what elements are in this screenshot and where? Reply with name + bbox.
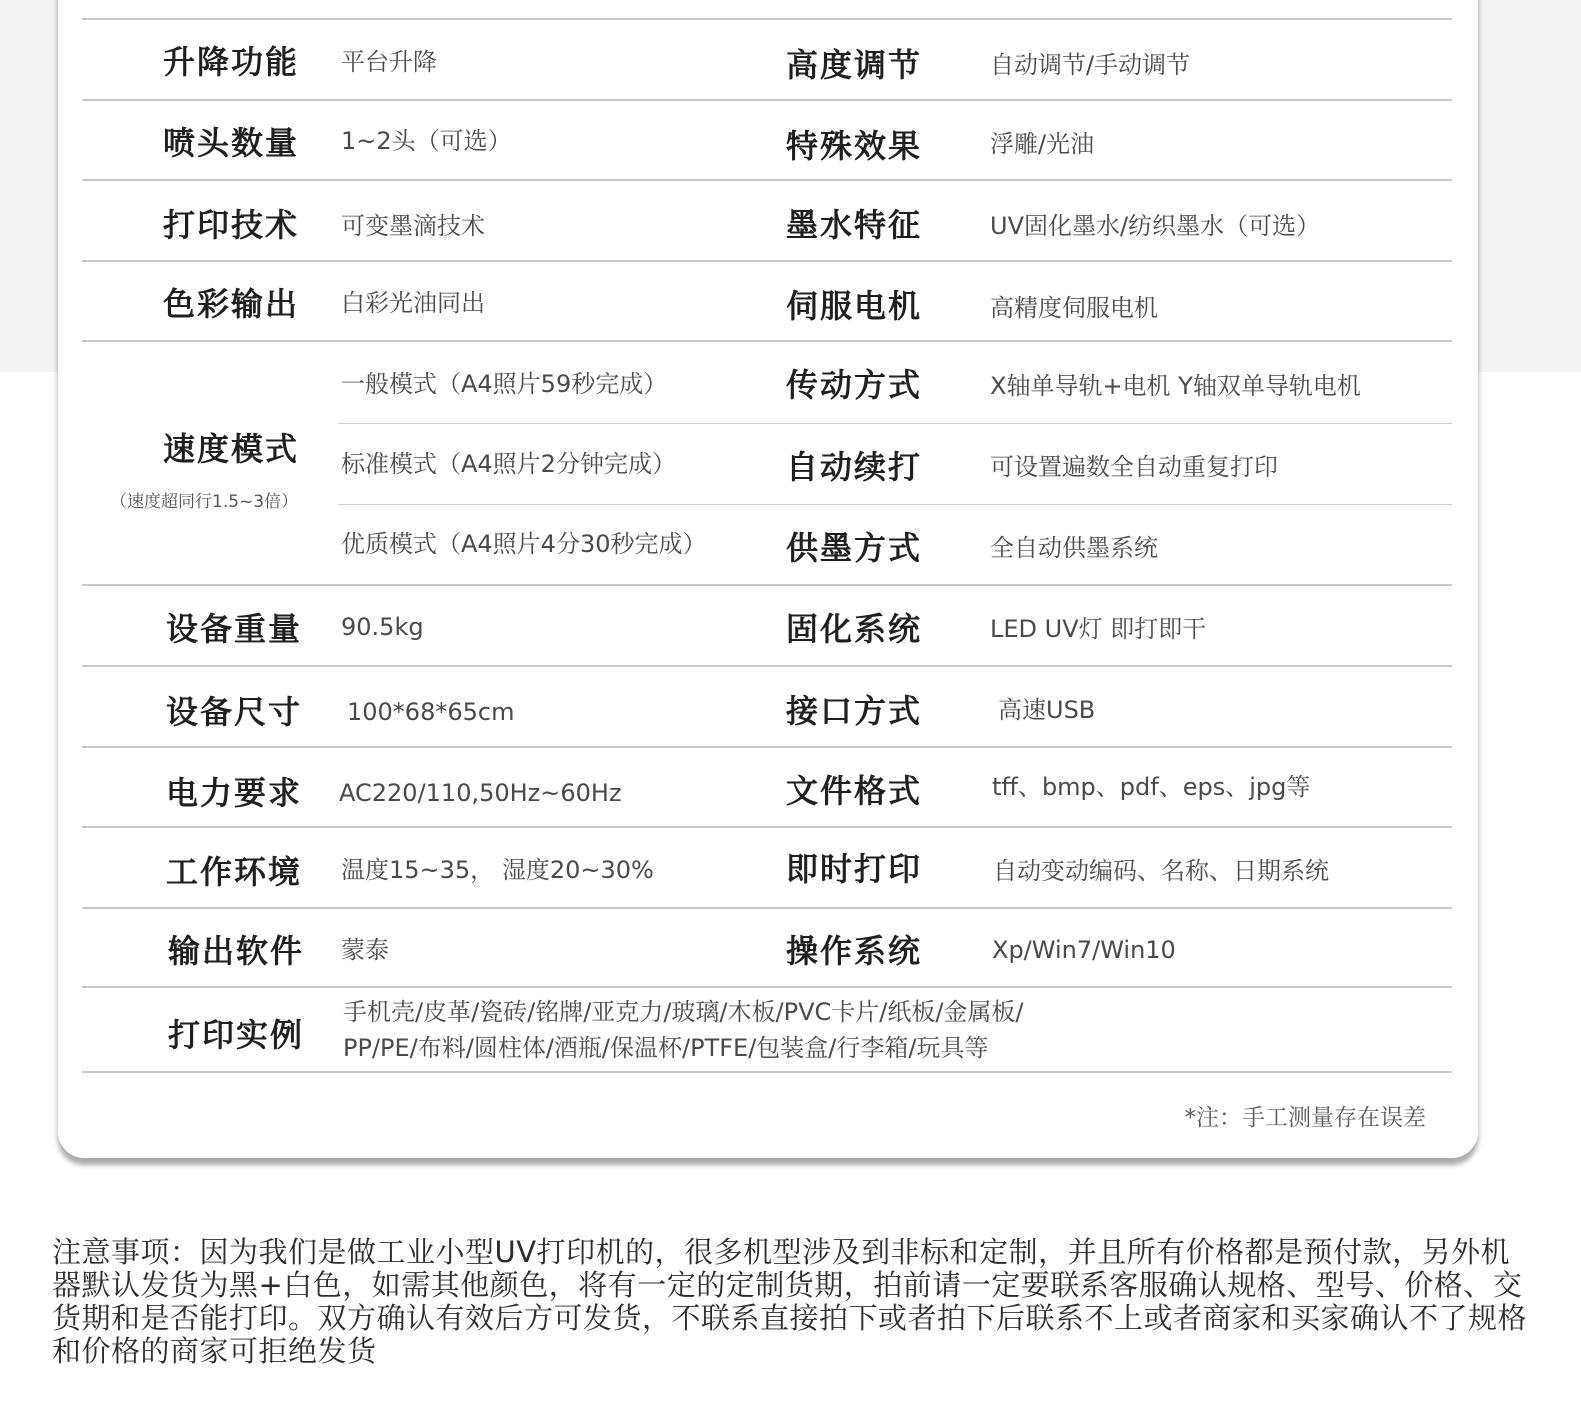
spec-value: AC220/110,50Hz~60Hz	[339, 779, 622, 807]
row-divider	[82, 1071, 1452, 1073]
spec-value: 自动变动编码、名称、日期系统	[993, 857, 1329, 885]
speed-mode-label: 速度模式	[163, 430, 300, 468]
row-divider	[82, 746, 1452, 748]
spec-value: UV固化墨水/纺织墨水（可选）	[990, 212, 1321, 240]
spec-label: 设备尺寸	[166, 693, 303, 731]
spec-value: 可变墨滴技术	[341, 212, 485, 240]
spec-label: 伺服电机	[786, 287, 923, 325]
row-divider	[82, 584, 1452, 586]
spec-label: 即时打印	[786, 850, 923, 888]
spec-value: 平台升降	[341, 48, 437, 76]
row-divider	[82, 986, 1452, 988]
spec-value: 高精度伺服电机	[990, 294, 1158, 322]
row-divider	[82, 260, 1452, 262]
measurement-footnote: *注：手工测量存在误差	[1184, 1105, 1426, 1131]
spec-value: 自动调节/手动调节	[990, 51, 1191, 79]
spec-value: X轴单导轨+电机 Y轴双单导轨电机	[990, 372, 1361, 400]
spec-value: 温度15~35， 湿度20~30%	[341, 856, 654, 884]
spec-label: 输出软件	[168, 932, 305, 970]
spec-value: 浮雕/光油	[990, 130, 1095, 158]
spec-label: 传动方式	[786, 366, 923, 404]
row-divider	[82, 18, 1452, 20]
spec-label: 色彩输出	[163, 285, 300, 323]
spec-label: 供墨方式	[786, 529, 923, 567]
row-divider	[82, 907, 1452, 909]
print-examples-line: 手机壳/皮革/瓷砖/铭牌/亚克力/玻璃/木板/PVC卡片/纸板/金属板/	[343, 998, 1024, 1026]
speed-mode-sublabel: （速度超同行1.5~3倍）	[110, 492, 299, 512]
print-examples-line: PP/PE/布料/圆柱体/酒瓶/保温杯/PTFE/包装盒/行李箱/玩具等	[343, 1034, 989, 1062]
row-divider	[82, 340, 1452, 342]
spec-value: tff、bmp、pdf、eps、jpg等	[992, 773, 1311, 801]
print-examples-label: 打印实例	[168, 1016, 305, 1054]
speed-mode-value: 一般模式（A4照片59秒完成）	[341, 370, 668, 398]
spec-value: LED UV灯 即打即干	[990, 615, 1207, 643]
spec-value: 100*68*65cm	[347, 698, 515, 726]
spec-card	[58, 0, 1478, 1158]
speed-sub-divider	[338, 423, 1452, 424]
spec-label: 打印技术	[163, 206, 300, 244]
spec-label: 喷头数量	[163, 124, 300, 162]
spec-value: 90.5kg	[341, 613, 424, 641]
speed-mode-value: 标准模式（A4照片2分钟完成）	[341, 450, 676, 478]
spec-label: 固化系统	[786, 610, 923, 648]
row-divider	[82, 826, 1452, 828]
row-divider	[82, 179, 1452, 181]
spec-label: 高度调节	[786, 46, 923, 84]
spec-label: 自动续打	[786, 448, 923, 486]
spec-value: 高速USB	[998, 696, 1096, 724]
spec-label: 特殊效果	[786, 127, 923, 165]
purchase-notice: 注意事项：因为我们是做工业小型UV打印机的，很多机型涉及到非标和定制，并且所有价格都是预付款，另外机器默认发货为黑+白色，如需其他颜色，将有一定的定制货期，拍前请一定要联系客服确认规格、型号、价格、交货期和是否能打印。双方确认有效后方可发货，不联系直接拍下或者拍下后联系不上或者商家和买家确认不了规格和价格的商家可拒绝发货	[52, 1235, 1528, 1368]
spec-value: 蒙泰	[341, 936, 389, 964]
speed-mode-value: 优质模式（A4照片4分30秒完成）	[341, 530, 707, 558]
spec-value: 可设置遍数全自动重复打印	[990, 453, 1278, 481]
spec-value: 白彩光油同出	[341, 289, 485, 317]
spec-label: 墨水特征	[786, 206, 923, 244]
row-divider	[82, 99, 1452, 101]
spec-label: 文件格式	[786, 772, 923, 810]
spec-value: Xp/Win7/Win10	[992, 936, 1176, 964]
spec-label: 升降功能	[163, 43, 300, 81]
spec-value: 1~2头（可选）	[341, 127, 512, 155]
row-divider	[82, 665, 1452, 667]
spec-label: 电力要求	[166, 774, 303, 812]
spec-label: 工作环境	[166, 853, 303, 891]
speed-sub-divider	[338, 504, 1452, 505]
spec-value: 全自动供墨系统	[990, 534, 1158, 562]
spec-label: 设备重量	[166, 610, 303, 648]
spec-label: 接口方式	[786, 692, 923, 730]
spec-label: 操作系统	[786, 932, 923, 970]
